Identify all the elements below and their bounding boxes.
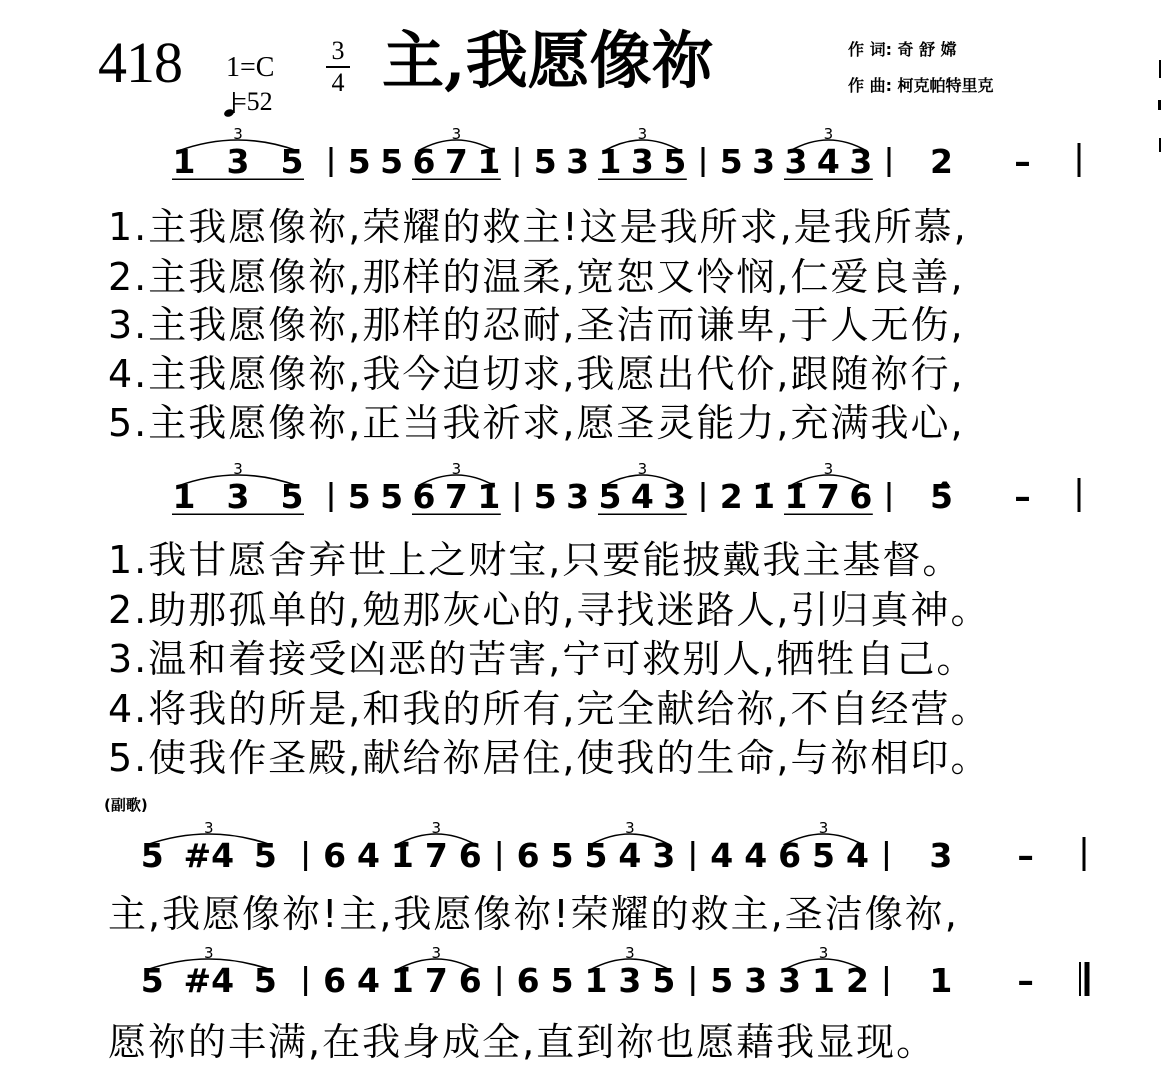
note: 1̇ <box>390 836 414 872</box>
triplet-mark: 3 <box>625 819 635 837</box>
note: 1̇ <box>477 477 501 515</box>
note: #4 <box>183 961 235 997</box>
note: 6 <box>412 477 436 515</box>
note: – <box>1017 836 1034 872</box>
note: 7 <box>424 961 448 997</box>
note: 4 <box>356 961 380 997</box>
triplet-mark: 3 <box>233 460 243 478</box>
note: 4 <box>845 836 869 872</box>
triplet-mark: 3 <box>233 125 243 143</box>
note: 3 <box>849 142 873 180</box>
note: 5 <box>380 142 404 180</box>
note: 3 <box>566 477 590 515</box>
triplet-mark: 3 <box>431 819 442 837</box>
verse-4-line-b: 4.将我的所是,和我的所有,完全献给祢,不自经营。 <box>108 687 991 731</box>
notation-svg-3 <box>0 812 1167 872</box>
note: 3 <box>778 961 802 997</box>
triplet-mark: 3 <box>823 460 834 478</box>
refrain-line-2: 愿祢的丰满,在我身成全,直到祢也愿藉我显现。 <box>108 1020 937 1064</box>
note: 6 <box>778 836 802 872</box>
hymn-number: 418 <box>98 30 182 95</box>
verse-2-line-a: 2.主我愿像祢,那样的温柔,宽恕又怜悯,仁爱良善, <box>108 255 965 299</box>
note: 1̇ <box>752 477 776 515</box>
note: 6 <box>323 961 347 997</box>
note: 5 <box>663 142 687 180</box>
note: 5 <box>533 142 557 180</box>
verse-1-line-b: 1.我甘愿舍弃世上之财宝,只要能披戴我主基督。 <box>108 538 963 582</box>
notation-svg-4 <box>0 937 1167 997</box>
note: 1 <box>584 961 608 997</box>
triplet-mark: 3 <box>818 944 829 962</box>
note: 1 <box>598 142 622 180</box>
note: 1̇ <box>390 961 414 997</box>
triplet-mark: 3 <box>625 944 635 962</box>
note: 3 <box>652 836 676 872</box>
note: 6 <box>458 836 482 872</box>
note: 3 <box>663 477 687 515</box>
time-signature <box>326 38 350 96</box>
note: – <box>1014 477 1031 515</box>
note: 5 <box>253 836 277 872</box>
note: 1 <box>929 961 953 997</box>
note: 5 <box>550 961 574 997</box>
note: – <box>1014 142 1031 180</box>
triplet-mark: 3 <box>823 125 834 143</box>
note: 7 <box>444 142 468 180</box>
triplet-mark: 3 <box>451 460 462 478</box>
note: 5 <box>598 477 622 515</box>
tempo-marking: =52 <box>232 87 273 116</box>
time-signature-top: 3 <box>331 36 345 65</box>
lyricist-credit: 作 词: 奇 舒 嫦 <box>848 40 957 59</box>
note: 2 <box>845 961 869 997</box>
note: 3 <box>226 477 250 515</box>
note: 5 <box>280 477 304 515</box>
key-signature: 1=C <box>226 52 275 83</box>
notation-line-2 <box>0 455 1167 515</box>
verse-4-line-a: 4.主我愿像祢,我今迫切求,我愿出代价,跟随祢行, <box>108 352 965 396</box>
verse-3-line-b: 3.温和着接受凶恶的苦害,宁可救别人,牺牲自己。 <box>108 637 977 681</box>
composer-credit: 作 曲: 柯克帕特里克 <box>848 76 994 95</box>
note: 2 <box>719 477 743 515</box>
triplet-mark: 3 <box>637 460 648 478</box>
notation-line-3 <box>0 812 1167 872</box>
note: 5 <box>347 477 371 515</box>
note: 7 <box>424 836 448 872</box>
note: 7 <box>444 477 468 515</box>
refrain-label: (副歌) <box>104 796 148 814</box>
note: 4 <box>744 836 768 872</box>
notation-line-1 <box>0 120 1167 180</box>
note: 1 <box>812 961 836 997</box>
note: 4 <box>356 836 380 872</box>
note: 7 <box>816 477 840 515</box>
note: 6 <box>516 836 540 872</box>
note: 5 <box>347 142 371 180</box>
note: 1 <box>172 142 196 180</box>
verse-2-line-b: 2.助那孤单的,勉那灰心的,寻找迷路人,引归真神。 <box>108 588 991 632</box>
note: 3 <box>226 142 250 180</box>
note: 5 <box>550 836 574 872</box>
note: 5 <box>584 836 608 872</box>
notation-line-4 <box>0 937 1167 997</box>
note: 1̇ <box>477 142 501 180</box>
note: 4 <box>816 142 840 180</box>
note: 5 <box>652 961 676 997</box>
verse-5-line-b: 5.使我作圣殿,献给祢居住,使我的生命,与祢相印。 <box>108 736 991 780</box>
note: 5 <box>812 836 836 872</box>
note: 5 <box>719 142 743 180</box>
note: 4 <box>630 477 654 515</box>
triplet-mark: 3 <box>204 819 214 837</box>
note: 3 <box>784 142 808 180</box>
note: 3 <box>752 142 776 180</box>
note: 3 <box>929 836 953 872</box>
notation-svg-2 <box>0 455 1167 515</box>
note: 6 <box>516 961 540 997</box>
verse-3-line-a: 3.主我愿像祢,那样的忍耐,圣洁而谦卑,于人无伤, <box>108 303 965 347</box>
refrain-line-1: 主,我愿像祢!主,我愿像祢!荣耀的救主,圣洁像祢, <box>108 892 959 936</box>
time-signature-bottom: 4 <box>331 68 345 97</box>
notation-svg-1 <box>0 120 1167 180</box>
note: 6 <box>458 961 482 997</box>
note: 4 <box>618 836 642 872</box>
note: 5 <box>253 961 277 997</box>
note: – <box>1017 961 1034 997</box>
verse-1-line-a: 1.主我愿像祢,荣耀的救主!这是我所求,是我所慕, <box>108 205 968 249</box>
note: 5 <box>140 836 164 872</box>
triplet-mark: 3 <box>431 944 442 962</box>
note: 2 <box>930 142 953 180</box>
note: 6 <box>849 477 873 515</box>
note: #4 <box>183 836 235 872</box>
triplet-mark: 3 <box>204 944 214 962</box>
verse-5-line-a: 5.主我愿像祢,正当我祈求,愿圣灵能力,充满我心, <box>108 401 965 445</box>
hymn-title: 主,我愿像祢 <box>382 24 714 97</box>
note: 1̇ <box>784 477 808 515</box>
note: 5 <box>533 477 557 515</box>
note: 3 <box>618 961 642 997</box>
note: 5 <box>140 961 164 997</box>
note: 5 <box>380 477 404 515</box>
note: 6 <box>412 142 436 180</box>
note: 5̂ <box>930 477 953 515</box>
note: 6 <box>323 836 347 872</box>
triplet-mark: 3 <box>818 819 829 837</box>
note: 5 <box>280 142 304 180</box>
note: 3 <box>566 142 590 180</box>
triplet-mark: 3 <box>451 125 462 143</box>
triplet-mark: 3 <box>637 125 648 143</box>
note: 4 <box>710 836 734 872</box>
note: 5 <box>710 961 734 997</box>
note: 3 <box>744 961 768 997</box>
note: 3 <box>630 142 654 180</box>
note: 1 <box>172 477 196 515</box>
